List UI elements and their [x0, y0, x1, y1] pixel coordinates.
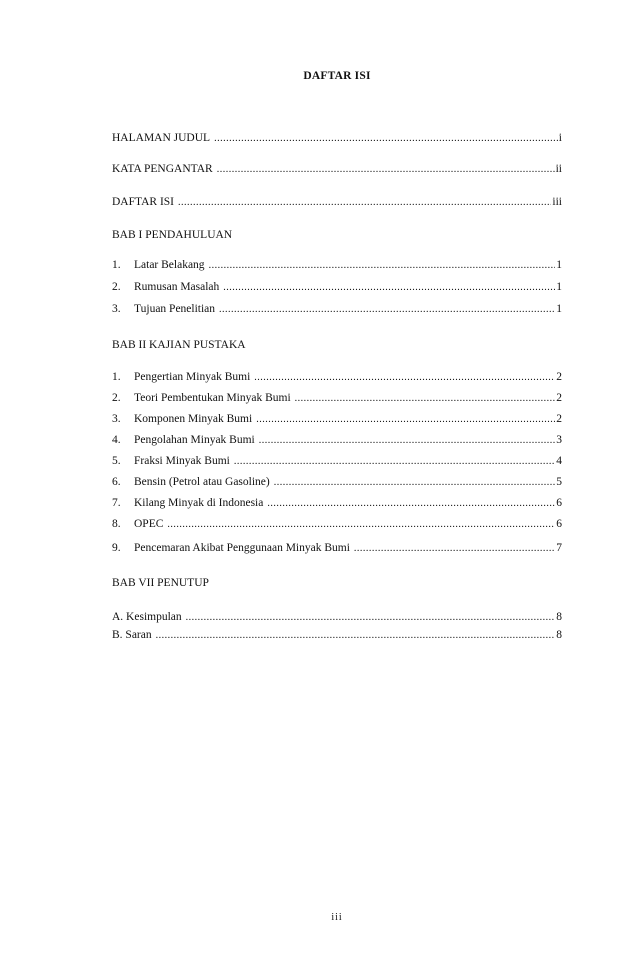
dot-leader	[259, 432, 556, 449]
chapter-bab-7-items	[112, 608, 562, 644]
toc-entry-label: Teori Pembentukan Minyak Bumi	[134, 392, 291, 404]
toc-entry-number: 1.	[112, 371, 121, 383]
toc-entry-halaman-judul[interactable]	[112, 129, 562, 147]
toc-entry-number: 2.	[112, 392, 121, 404]
toc-entry-number: 6.	[112, 476, 121, 488]
toc-entry-number: 1.	[112, 259, 121, 271]
dot-leader	[274, 474, 556, 491]
toc-entry-label: Latar Belakang	[134, 259, 205, 271]
dot-leader	[295, 390, 556, 407]
toc-entry-page: 1	[556, 259, 562, 271]
toc-entry-page: 2	[556, 371, 562, 383]
chapter-bab-7	[112, 574, 562, 592]
toc-entry-page: 3	[556, 434, 562, 446]
dot-leader	[217, 161, 555, 178]
toc-entry-page: 6	[556, 518, 562, 530]
toc-entry-number: 3.	[112, 303, 121, 315]
toc-entry[interactable]	[112, 389, 562, 407]
toc-entry-page: 2	[556, 392, 562, 404]
toc-entry-label: Fraksi Minyak Bumi	[134, 455, 230, 467]
toc-entry-page: i	[558, 132, 562, 144]
dot-leader	[254, 369, 555, 386]
toc-entry-page: 8	[556, 611, 562, 623]
chapter-heading: BAB I PENDAHULUAN	[112, 229, 233, 241]
toc-entry-page: 1	[556, 281, 562, 293]
dot-leader	[214, 130, 558, 147]
chapter-heading: BAB VII PENUTUP	[112, 577, 209, 589]
toc-front-matter-2	[112, 160, 562, 178]
dot-leader	[186, 609, 556, 626]
chapter-bab-1-items	[112, 256, 562, 318]
dot-leader	[256, 411, 555, 428]
toc-entry-label: DAFTAR ISI	[112, 196, 175, 208]
toc-entry-label: Tujuan Penelitian	[134, 303, 216, 315]
toc-entry-label: Kilang Minyak di Indonesia	[134, 497, 264, 509]
dot-leader	[354, 540, 555, 557]
toc-entry[interactable]	[112, 431, 562, 449]
chapter-bab-1	[112, 226, 562, 244]
toc-entry-label: Pengolahan Minyak Bumi	[134, 434, 255, 446]
dot-leader	[178, 194, 551, 211]
toc-front-matter	[112, 129, 562, 147]
toc-entry-label: Komponen Minyak Bumi	[134, 413, 253, 425]
toc-entry-number: 3.	[112, 413, 121, 425]
toc-entry[interactable]	[112, 410, 562, 428]
toc-entry-label: Bensin (Petrol atau Gasoline)	[134, 476, 270, 488]
toc-entry-page: 6	[556, 497, 562, 509]
toc-entry-page: 7	[556, 542, 562, 554]
page-number: iii	[331, 912, 343, 923]
toc-entry[interactable]	[112, 608, 562, 626]
chapter-bab-2-items	[112, 368, 562, 557]
chapter-heading: BAB II KAJIAN PUSTAKA	[112, 339, 246, 351]
toc-entry-page: 1	[556, 303, 562, 315]
dot-leader	[156, 627, 556, 644]
toc-entry-page: ii	[555, 163, 562, 175]
dot-leader	[234, 453, 555, 470]
toc-entry[interactable]	[112, 473, 562, 491]
toc-entry[interactable]	[112, 278, 562, 296]
toc-entry[interactable]	[112, 494, 562, 512]
dot-leader	[209, 257, 556, 274]
toc-entry[interactable]	[112, 539, 562, 557]
dot-leader	[267, 495, 555, 512]
toc-entry-label: OPEC	[134, 518, 164, 530]
toc-entry[interactable]	[112, 368, 562, 386]
dot-leader	[167, 516, 555, 533]
toc-entry[interactable]	[112, 452, 562, 470]
toc-entry-number: 2.	[112, 281, 121, 293]
toc-entry-kata-pengantar[interactable]	[112, 160, 562, 178]
toc-entry-page: 8	[556, 629, 562, 641]
page-title: DAFTAR ISI	[303, 70, 371, 82]
toc-entry-number: 4.	[112, 434, 121, 446]
toc-entry[interactable]	[112, 300, 562, 318]
toc-entry-label: Pengertian Minyak Bumi	[134, 371, 251, 383]
toc-entry-label: Rumusan Masalah	[134, 281, 220, 293]
toc-entry-page: 5	[556, 476, 562, 488]
toc-entry-label: KATA PENGANTAR	[112, 163, 213, 175]
chapter-bab-2	[112, 336, 562, 354]
dot-leader	[223, 279, 555, 296]
toc-entry-number: 7.	[112, 497, 121, 509]
toc-entry-label: HALAMAN JUDUL	[112, 132, 211, 144]
toc-entry[interactable]	[112, 256, 562, 274]
toc-entry-number: 8.	[112, 518, 121, 530]
toc-entry-number: 5.	[112, 455, 121, 467]
toc-entry-label: A. Kesimpulan	[112, 611, 182, 623]
toc-entry-label: Pencemaran Akibat Penggunaan Minyak Bumi	[134, 542, 350, 554]
toc-entry[interactable]	[112, 626, 562, 644]
dot-leader	[219, 301, 555, 318]
toc-entry-page: 4	[556, 455, 562, 467]
toc-entry[interactable]	[112, 515, 562, 533]
toc-front-matter-3	[112, 193, 562, 211]
toc-entry-label: B. Saran	[112, 629, 152, 641]
toc-entry-page: 2	[556, 413, 562, 425]
toc-entry-page: iii	[552, 196, 562, 208]
toc-entry-number: 9.	[112, 542, 121, 554]
toc-entry-daftar-isi[interactable]	[112, 193, 562, 211]
